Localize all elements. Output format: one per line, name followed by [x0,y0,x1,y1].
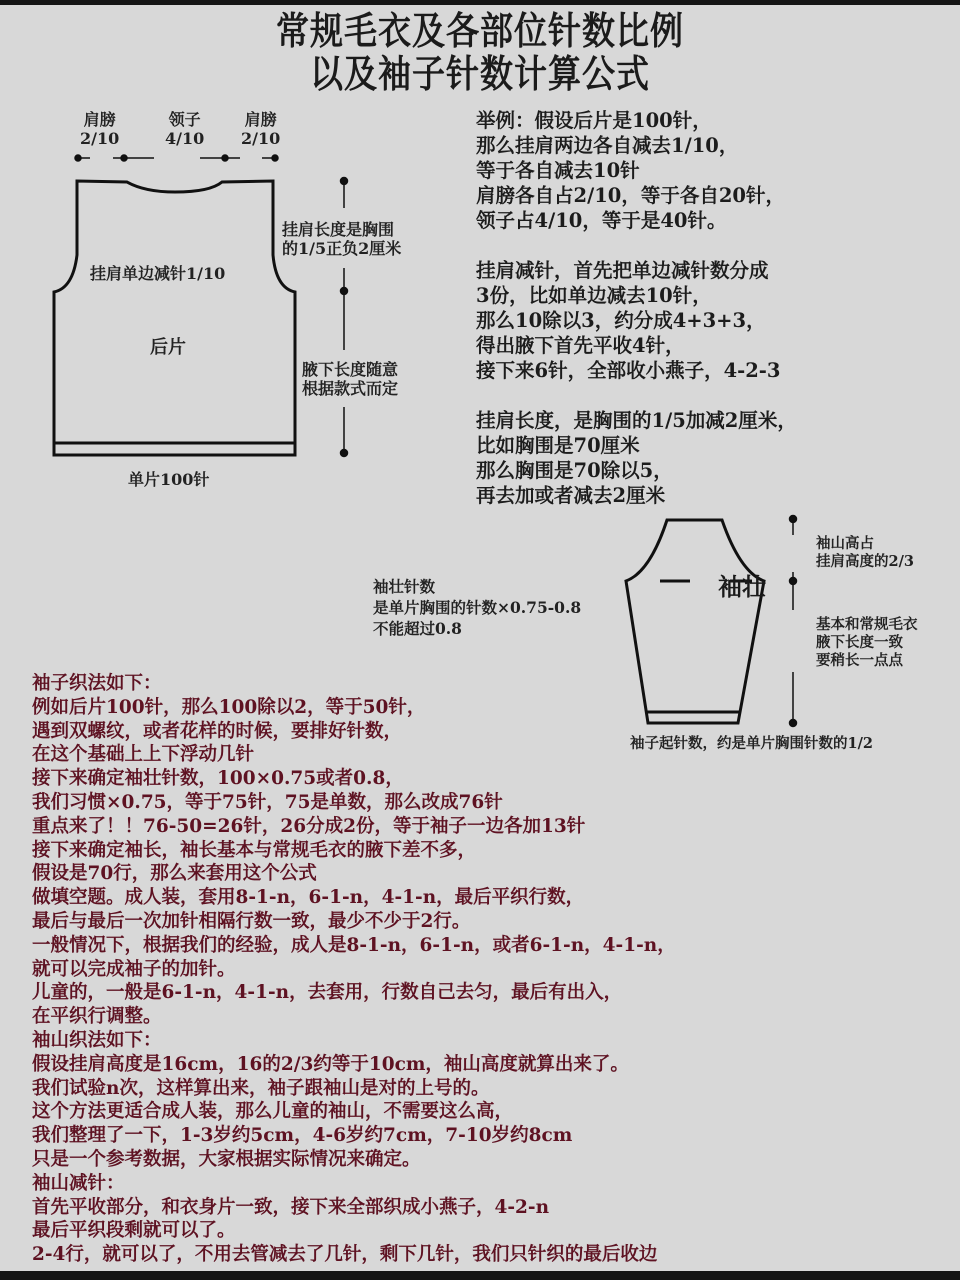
example-line: 领子占4/10，等于是40针。 [476,209,727,232]
instruction-line: 首先平收部分，和衣身片一致，接下来全部织成小燕子，4-2-n [32,1196,550,1218]
shoulder-right-ratio: 2/10 [241,129,281,148]
instruction-line: 袖山减针： [32,1172,125,1194]
instructions-block [32,672,676,1267]
example-line: 接下来6针，全部收小燕子，4-2-3 [476,359,781,382]
instruction-line: 最后与最后一次加针相隔行数一致，最少不少于2行。 [32,910,471,932]
example-line: 得出腋下首先平收4针， [476,334,685,357]
instruction-line: 例如后片100针，那么100除以2，等于50针， [32,696,426,718]
collar-name: 领子 [168,110,201,129]
example-line: 举例：假设后片是100针， [476,109,712,132]
armhole-length-line: 的1/5正负2厘米 [282,239,402,258]
bottom-bar [0,1271,960,1280]
sleeve-cap-note [816,535,914,571]
sleeve-length-note [816,616,918,670]
spacer [476,383,797,408]
sleeve-width-note-line: 不能超过0.8 [373,619,462,638]
collar-ratio: 4/10 [165,129,205,148]
example-line: 挂肩减针，首先把单边减针数分成 [476,259,769,282]
title-line-2: 以及袖子针数计算公式 [310,51,650,97]
example-line: 挂肩长度，是胸围的1/5加减2厘米， [476,409,797,432]
instruction-line: 在平织行调整。 [32,1006,162,1028]
underarm-length-line: 腋下长度随意 [302,360,399,379]
instruction-line: 重点来了！！76-50=26针，26分成2份，等于袖子一边各加13针 [32,815,586,837]
example-line: 那么10除以3，约分成4+3+3， [476,309,766,332]
instruction-line: 接下来确定袖壮针数，100×0.75或者0.8， [32,768,404,790]
shoulder-left-ratio: 2/10 [80,129,120,148]
armhole-length-line: 挂肩长度是胸围 [282,220,395,239]
instruction-line: 只是一个参考数据，大家根据实际情况来确定。 [32,1148,421,1170]
example-block [476,108,797,508]
armhole-decrease-label: 挂肩单边减针1/10 [90,264,226,283]
instruction-line: 我们整理了一下，1-3岁约5cm，4-6岁约7cm，7-10岁约8cm [32,1125,573,1147]
back-piece-label: 后片 [150,337,186,358]
instruction-line: 假设是70行，那么来套用这个公式 [32,863,317,885]
underarm-length-note [302,360,398,398]
shoulder-right-label [241,110,280,148]
instruction-line: 接下来确定袖长，袖长基本与常规毛衣的腋下差不多， [32,839,477,861]
instruction-line: 遇到双螺纹，或者花样的时候，要排好针数， [32,720,403,742]
example-line: 那么挂肩两边各自减去1/10， [476,134,739,157]
back-piece-outline [54,181,295,455]
example-line: 肩膀各自占2/10，等于各自20针， [476,184,785,207]
sleeve-cap-note-line: 挂肩高度的2/3 [816,553,914,570]
shoulder-right-name: 肩膀 [244,110,277,129]
instruction-line: 2-4行，就可以了，不用去管减去了几针，剩下几针，我们只针织的最后收边 [32,1244,658,1266]
sleeve-width-note [373,576,581,639]
shoulder-left-label [80,110,119,148]
instruction-line: 最后平织段剩就可以了。 [32,1220,236,1242]
sleeve-width-label: 袖壮 [718,573,766,601]
instruction-line: 袖山织法如下： [32,1029,162,1051]
instruction-line: 做填空题。成人装，套用8-1-n，6-1-n，4-1-n，最后平织行数， [32,887,585,909]
instruction-line: 这个方法更适合成人装，那么儿童的袖山，不需要这么高， [32,1101,514,1123]
example-line: 再去加或者减去2厘米 [476,484,666,507]
instruction-line: 在这个基础上上下浮动几针 [32,744,255,766]
sleeve-width-note-line: 袖壮针数 [373,577,436,596]
spacer [476,233,797,258]
instruction-line: 我们习惯×0.75，等于75针，75是单数，那么改成76针 [32,791,503,813]
sleeve-length-note-line: 要稍长一点点 [816,652,903,669]
example-line: 等于各自减去10针 [476,159,640,182]
instruction-line: 一般情况下，根据我们的经验，成人是8-1-n，6-1-n，或者6-1-n，4-1-n， [32,934,676,956]
instruction-line: 我们试验n次，这样算出来，袖子跟袖山是对的上号的。 [32,1077,490,1099]
example-line: 比如胸围是70厘米 [476,434,640,457]
sleeve-length-note-line: 腋下长度一致 [816,634,903,651]
collar-label [165,110,204,148]
sleeve-height-measure [790,516,797,727]
sleeve-cap-note-line: 袖山高占 [816,535,874,552]
instruction-line: 儿童的，一般是6-1-n，4-1-n，去套用，行数自己去匀，最后有出入， [32,982,623,1004]
example-line: 3份，比如单边减去10针， [476,284,712,307]
instruction-line: 袖子织法如下： [32,673,162,694]
sleeve-cast-on-note: 袖子起针数，约是单片胸围针数的1/2 [630,735,873,752]
top-measure-marks [75,155,278,161]
instruction-line: 就可以完成袖子的加针。 [32,958,236,980]
sleeve-length-note-line: 基本和常规毛衣 [816,616,918,633]
armhole-length-note [282,220,401,258]
example-line: 那么胸围是70除以5， [476,459,673,482]
title-line-1: 常规毛衣及各部位针数比例 [276,8,684,54]
width-stitches-label: 单片100针 [128,470,210,489]
sleeve-width-note-line: 是单片胸围的针数×0.75-0.8 [373,598,582,617]
instruction-line: 假设挂肩高度是16cm，16的2/3约等于10cm，袖山高度就算出来了。 [32,1053,629,1075]
shoulder-left-name: 肩膀 [83,110,116,129]
underarm-length-line: 根据款式而定 [302,379,399,398]
